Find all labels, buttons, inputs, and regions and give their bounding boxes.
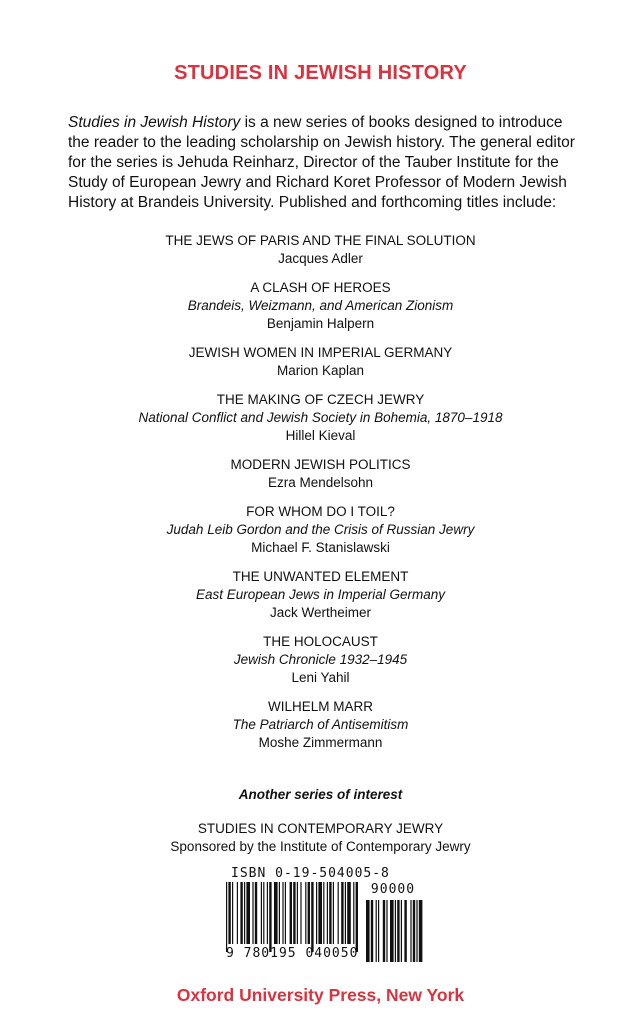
book-title: THE HOLOCAUST <box>263 634 378 649</box>
barcode-bar <box>338 882 339 944</box>
barcode-bar <box>285 882 286 944</box>
barcode-addon-bar <box>410 900 411 962</box>
series-introduction <box>68 113 580 213</box>
book-entry <box>0 391 641 445</box>
barcode-bar <box>244 882 245 944</box>
barcode-ean-digits: 9 780195 040050 <box>226 946 359 961</box>
barcode-addon-bar <box>383 900 385 962</box>
titles-list <box>0 232 641 763</box>
barcode-bar <box>329 882 331 944</box>
barcode-addon-bar <box>376 900 377 962</box>
barcode-bar <box>232 882 233 944</box>
book-entry <box>0 344 641 380</box>
book-title: A CLASH OF HEROES <box>250 280 391 295</box>
barcode-addon-digits: 90000 <box>370 882 416 897</box>
another-series-heading: Another series of interest <box>238 787 403 802</box>
book-title: WILHELM MARR <box>267 699 373 714</box>
series-name: Studies in Jewish History <box>68 114 241 131</box>
barcode-bar <box>300 882 301 944</box>
barcode-bar <box>311 882 313 952</box>
book-author: Moshe Zimmermann <box>258 735 383 750</box>
book-entry <box>0 456 641 492</box>
barcode-bar <box>341 882 343 944</box>
barcode-bar <box>353 882 354 944</box>
barcode-bar <box>228 882 230 944</box>
book-author: Jack Wertheimer <box>269 605 372 620</box>
related-series-sponsor: Sponsored by the Institute of Contemporary Jewry <box>170 839 471 854</box>
book-author: Marion Kaplan <box>276 363 365 378</box>
book-title: MODERN JEWISH POLITICS <box>230 457 411 472</box>
barcode-addon-bar <box>413 900 415 962</box>
isbn-label: ISBN 0-19-504005-8 <box>231 866 390 881</box>
barcode-addon-bar <box>416 900 417 962</box>
barcode-bar <box>308 882 310 944</box>
book-title: JEWISH WOMEN IN IMPERIAL GERMANY <box>188 345 453 360</box>
book-entry <box>0 503 641 557</box>
book-title: THE MAKING OF CZECH JEWRY <box>216 392 425 407</box>
barcode-addon-bar <box>404 900 406 962</box>
barcode-bar <box>274 882 278 944</box>
book-author: Leni Yahil <box>291 670 350 685</box>
book-title: THE JEWS OF PARIS AND THE FINAL SOLUTION <box>165 233 476 248</box>
barcode-addon-bar <box>419 900 423 962</box>
book-author: Ezra Mendelsohn <box>267 475 374 490</box>
book-subtitle: National Conflict and Jewish Society in Bohemia, 1870–1918 <box>138 410 503 425</box>
book-subtitle: Judah Leib Gordon and the Crisis of Russian Jewry <box>166 522 475 537</box>
barcode-bar <box>345 882 346 944</box>
barcode-addon-bar <box>366 900 370 962</box>
barcode-bar <box>356 882 358 952</box>
barcode-bar <box>267 882 268 944</box>
related-series-title: STUDIES IN CONTEMPORARY JEWRY <box>197 821 444 836</box>
barcode-bar <box>263 882 264 944</box>
barcode-addon-bar <box>386 900 387 962</box>
book-author: Hillel Kieval <box>285 428 356 443</box>
book-entry <box>0 698 641 752</box>
book-title: FOR WHOM DO I TOIL? <box>246 504 395 519</box>
barcode-addon-bar <box>371 900 373 962</box>
barcode-bar <box>269 882 271 952</box>
book-subtitle: Brandeis, Weizmann, and American Zionism <box>187 298 454 313</box>
book-entry <box>0 279 641 333</box>
barcode-bar <box>323 882 324 944</box>
barcode-addon-bar <box>401 900 402 962</box>
barcode-addon-bar <box>390 900 394 962</box>
book-subtitle: The Patriarch of Antisemitism <box>232 717 409 732</box>
barcode-bar <box>318 882 322 944</box>
barcode-bar <box>316 882 317 944</box>
barcode-bar <box>261 882 262 944</box>
book-entry <box>0 633 641 687</box>
book-author: Jacques Adler <box>278 251 363 266</box>
barcode-addon-bar <box>397 900 399 962</box>
barcode-bar <box>279 882 280 944</box>
barcode-bar <box>305 882 306 944</box>
barcode-addon-bar <box>378 900 379 962</box>
barcode-bar <box>237 882 238 944</box>
barcode-addon-bar <box>395 900 396 962</box>
introduction-text: is a new series of books designed to introduce the reader to the leading scholarship on Jewish history. The general editor for the series is Jehuda Reinharz, Director of the Tauber Institute for the Study of European Jewry and Richard Koret Professor of Modern Jewish History at Brandeis University. Published and forthcoming titles include: <box>68 114 575 211</box>
related-series <box>0 820 641 856</box>
barcode-bar <box>282 882 283 944</box>
barcode-bar <box>347 882 351 944</box>
barcode-bar <box>252 882 253 944</box>
book-subtitle: Jewish Chronicle 1932–1945 <box>233 652 408 667</box>
barcode-bar <box>333 882 334 944</box>
book-entry <box>0 232 641 268</box>
barcode-bar <box>297 882 298 944</box>
barcode-bar <box>240 882 242 944</box>
book-entry <box>0 568 641 622</box>
barcode-bar <box>246 882 250 944</box>
book-author: Benjamin Halpern <box>266 316 375 331</box>
barcode-bar <box>226 882 227 952</box>
book-subtitle: East European Jews in Imperial Germany <box>195 587 446 602</box>
series-title: STUDIES IN JEWISH HISTORY <box>174 62 467 84</box>
book-author: Michael F. Stanislawski <box>251 540 390 555</box>
book-title: THE UNWANTED ELEMENT <box>232 569 409 584</box>
barcode-bar <box>255 882 257 944</box>
barcode-bar <box>290 882 292 944</box>
publisher-name: Oxford University Press, New York <box>176 985 465 1005</box>
barcode-bar <box>327 882 328 944</box>
barcode-bar <box>293 882 295 944</box>
